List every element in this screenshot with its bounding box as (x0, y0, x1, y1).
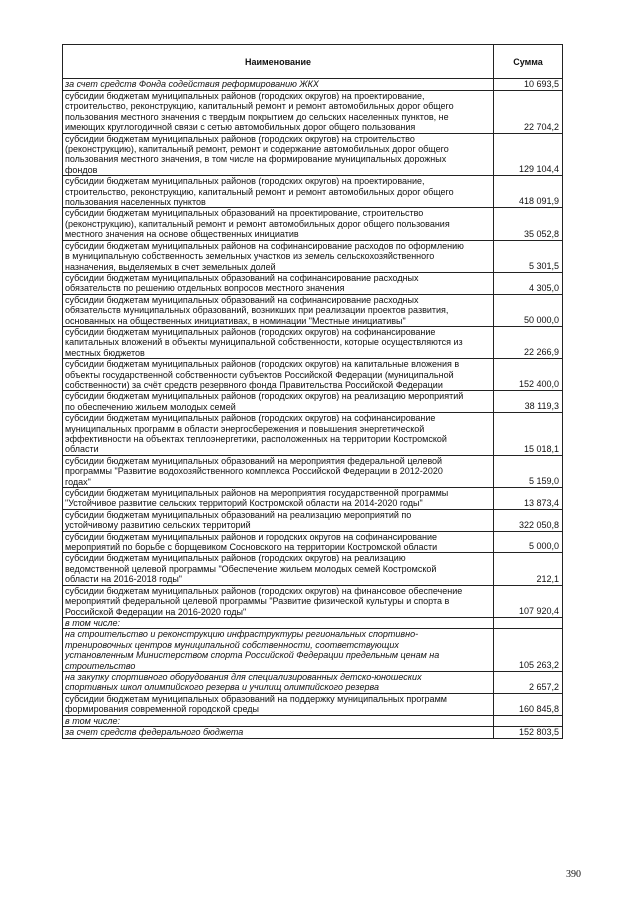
table-row (63, 455, 563, 487)
table-row (63, 176, 563, 208)
row-name-cell: субсидии бюджетам муниципальных районов (городских округов) на строительство (реконструкцию), капитальный ремонт, ремонт и содержание автомобильных дорог общего пользования местного значения, в том числе на формирование муниципальных дорожных фондов (63, 133, 494, 176)
row-sum-cell: 5 000,0 (494, 531, 563, 553)
row-name-cell: в том числе: (63, 715, 494, 726)
row-name-cell: субсидии бюджетам муниципальных районов (городских округов) на капитальные вложения в объекты государственной собственности субъектов Российской Федерации (муниципальной собственности) за счёт средств резервного фонда Правительства Российской Федерации (63, 359, 494, 391)
row-sum-cell: 4 305,0 (494, 272, 563, 294)
table-row (63, 272, 563, 294)
row-sum-cell: 129 104,4 (494, 133, 563, 176)
row-sum-cell: 322 050,8 (494, 509, 563, 531)
row-name-cell: субсидии бюджетам муниципальных районов на мероприятия государственной программы "Устойчивое развитие сельских территорий Костромской области на 2014-2020 годы" (63, 488, 494, 510)
table-row (63, 585, 563, 617)
row-name-cell: субсидии бюджетам муниципальных образований на реализацию мероприятий по устойчивому развитию сельских территорий (63, 509, 494, 531)
row-sum-cell: 2 657,2 (494, 671, 563, 693)
row-name-cell: субсидии бюджетам муниципальных образований на поддержку муниципальных программ формирования современной городской среды (63, 693, 494, 715)
row-name-cell: субсидии бюджетам муниципальных образований на софинансирование расходных обязательств по решению отдельных вопросов местного значения (63, 272, 494, 294)
row-name-cell: субсидии бюджетам муниципальных образований на проектирование, строительство (реконструкцию), капитальный ремонт и ремонт автомобильных дорог общего пользования местного значения на основе общественных инициатив (63, 208, 494, 240)
row-name-cell: субсидии бюджетам муниципальных районов (городских округов) на реализацию мероприятий по обеспечению жильем молодых семей (63, 391, 494, 413)
row-sum-cell: 10 693,5 (494, 79, 563, 91)
row-sum-cell: 152 803,5 (494, 726, 563, 738)
table-row (63, 413, 563, 456)
row-sum-cell: 35 052,8 (494, 208, 563, 240)
table-row (63, 79, 563, 91)
table-row (63, 726, 563, 738)
table-header-row (63, 45, 563, 79)
table-row (63, 240, 563, 272)
table-row (63, 359, 563, 391)
table-row (63, 391, 563, 413)
row-sum-cell (494, 617, 563, 628)
budget-table (62, 44, 563, 739)
row-sum-cell: 22 704,2 (494, 91, 563, 134)
row-sum-cell: 15 018,1 (494, 413, 563, 456)
row-name-cell: субсидии бюджетам муниципальных районов (городских округов) на финансовое обеспечение мероприятий федеральной целевой программы "Развитие физической культуры и спорта в Российской Федерации на 2016-2020 годы" (63, 585, 494, 617)
row-name-cell: на строительство и реконструкцию инфраструктуры региональных спортивно- тренировочных центров муниципальной собственности, соответствующих установленным Министерством спорта Российской Федерации предельным ценам на строительство (63, 629, 494, 672)
row-sum-cell: 418 091,9 (494, 176, 563, 208)
row-sum-cell: 107 920,4 (494, 585, 563, 617)
row-name-cell: за счет средств Фонда содействия реформированию ЖКХ (63, 79, 494, 91)
row-name-cell: субсидии бюджетам муниципальных районов и городских округов на софинансирование мероприятий по борьбе с борщевиком Сосновского на территории Костромской области (63, 531, 494, 553)
row-sum-cell: 5 301,5 (494, 240, 563, 272)
row-sum-cell: 38 119,3 (494, 391, 563, 413)
row-name-cell: за счет средств федерального бюджета (63, 726, 494, 738)
row-sum-cell: 5 159,0 (494, 455, 563, 487)
row-name-cell: субсидии бюджетам муниципальных районов (городских округов) на софинансирование капитальных вложений в объекты муниципальной собственности, которые осуществляются из местных бюджетов (63, 326, 494, 358)
row-sum-cell (494, 715, 563, 726)
table-row (63, 715, 563, 726)
row-name-cell: в том числе: (63, 617, 494, 628)
row-sum-cell: 13 873,4 (494, 488, 563, 510)
row-sum-cell: 160 845,8 (494, 693, 563, 715)
row-sum-cell: 152 400,0 (494, 359, 563, 391)
table-row (63, 133, 563, 176)
table-row (63, 91, 563, 134)
table-row (63, 208, 563, 240)
row-sum-cell: 105 263,2 (494, 629, 563, 672)
budget-table-container (62, 44, 562, 739)
row-sum-cell: 212,1 (494, 553, 563, 585)
row-sum-cell: 22 266,9 (494, 326, 563, 358)
row-name-cell: на закупку спортивного оборудования для специализированных детско-юношеских спортивных школ олимпийского резерва и училищ олимпийского резерва (63, 671, 494, 693)
row-name-cell: субсидии бюджетам муниципальных районов (городских округов) на проектирование, строительство, реконструкцию, капитальный ремонт и ремонт автомобильных дорог общего пользования местного значения с твердым покрытием до сельских населенных пунктов, не имеющих круглогодичной связи с сетью автомобильных дорог общего пользования (63, 91, 494, 134)
table-row (63, 553, 563, 585)
row-name-cell: субсидии бюджетам муниципальных образований на мероприятия федеральной целевой программы "Развитие водохозяйственного комплекса Российской Федерации в 2012-2020 годах" (63, 455, 494, 487)
table-row (63, 326, 563, 358)
row-name-cell: субсидии бюджетам муниципальных образований на софинансирование расходных обязательств муниципальных образований, возникших при реализации проектов развития, основанных на общественных инициативах, в номинации "Местные инициативы" (63, 294, 494, 326)
table-row (63, 509, 563, 531)
column-header-name: Наименование (63, 45, 494, 79)
row-name-cell: субсидии бюджетам муниципальных районов (городских округов) на софинансирование муниципальных программ в области энергосбережения и повышения энергетической эффективности на объектах теплоэнергетики, расположенных на территории Костромской области (63, 413, 494, 456)
row-name-cell: субсидии бюджетам муниципальных районов на софинансирование расходов по оформлению в муниципальную собственность земельных участков из земель сельскохозяйственного назначения, выделяемых в счет земельных долей (63, 240, 494, 272)
row-name-cell: субсидии бюджетам муниципальных районов (городских округов) на проектирование, строительство, реконструкцию, капитальный ремонт и ремонт автомобильных дорог общего пользования населенных пунктов (63, 176, 494, 208)
page-number: 390 (566, 869, 581, 880)
row-name-cell: субсидии бюджетам муниципальных районов (городских округов) на реализацию ведомственной целевой программы "Обеспечение жильем молодых семей Костромской области на 2016-2018 годы" (63, 553, 494, 585)
table-body (63, 79, 563, 739)
table-row (63, 531, 563, 553)
table-row (63, 629, 563, 672)
row-sum-cell: 50 000,0 (494, 294, 563, 326)
table-row (63, 294, 563, 326)
table-row (63, 693, 563, 715)
table-row (63, 671, 563, 693)
column-header-sum: Сумма (494, 45, 563, 79)
table-row (63, 617, 563, 628)
table-row (63, 488, 563, 510)
